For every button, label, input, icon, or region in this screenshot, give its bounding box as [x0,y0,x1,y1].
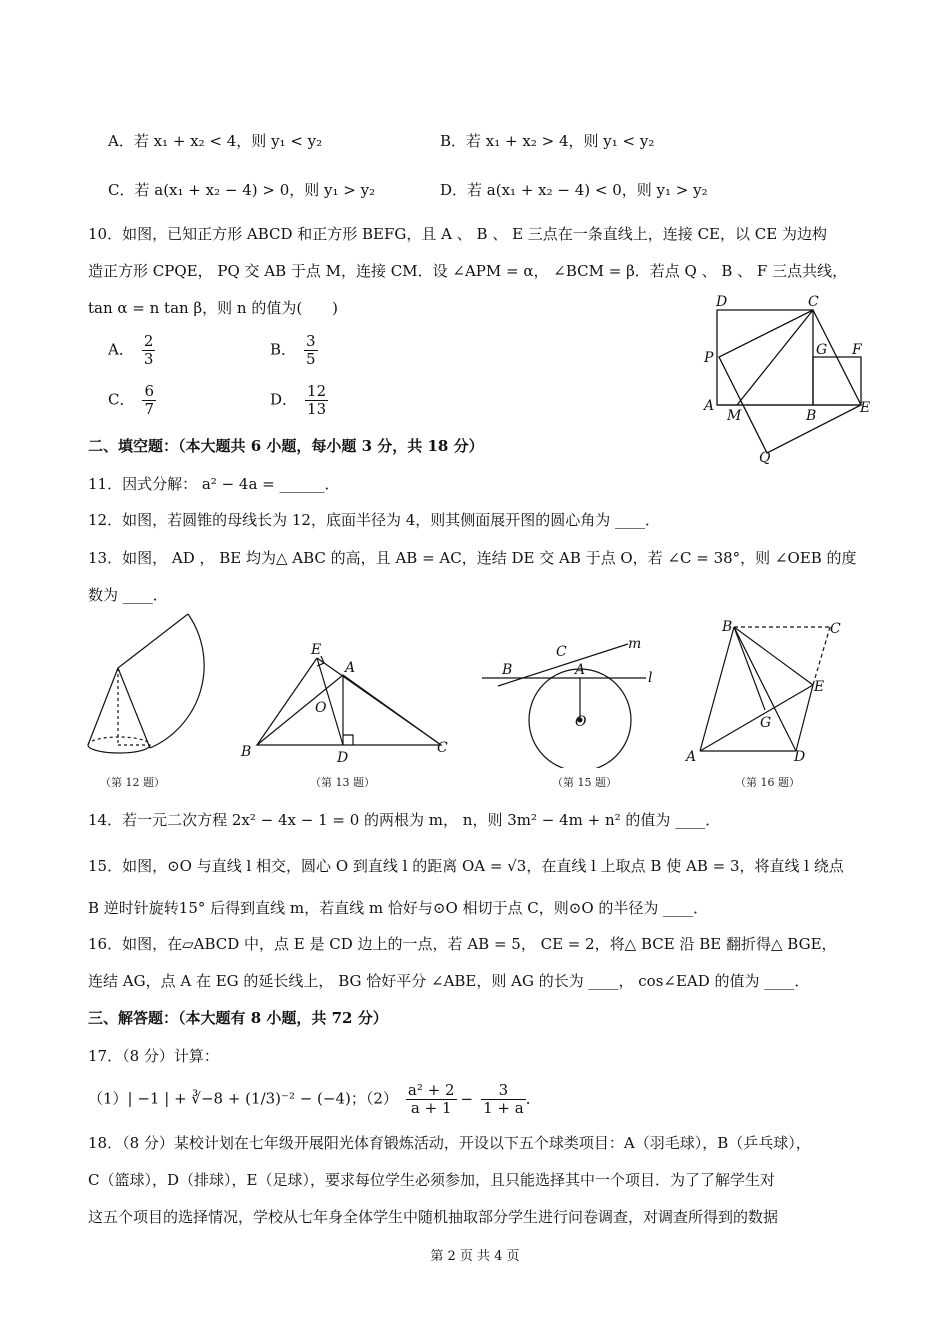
q16-line1: 16．如图，在▱ABCD 中，点 E 是 CD 边上的一点，若 AB = 5， CE = 2，将△ BCE 沿 BE 翻折得△ BGE， [88,935,837,953]
label-C: C [808,294,819,310]
label-B: B [502,662,513,678]
label-A: A [345,660,356,676]
frac2-denominator: 1 + a [483,1099,524,1117]
label-O: O [575,714,587,730]
numerator: 3 [306,332,316,350]
q10-option-b [270,333,318,368]
label-B: B [722,619,733,635]
label-m: m [628,636,642,652]
q10-line2: 造正方形 CPQE， PQ 交 AB 于点 M，连接 CM．设 ∠APM = α， ∠BCM = β．若点 Q 、 B 、 F 三点共线， [88,262,848,280]
q11: 11．因式分解： a² − 4a = ______． [88,475,340,493]
q18-line1: 18．（8 分）某校计划在七年级开展阳光体育锻炼活动，开设以下五个球类项目：A（羽毛球），B（乒乓球）， [88,1134,811,1152]
page-footer: 第 2 页 共 4 页 [430,1249,520,1264]
denominator: 5 [306,350,316,368]
label-E: E [311,642,322,658]
label-D: D [794,749,806,765]
numerator: 2 [143,332,154,350]
q9-option-b: B．若 x₁ + x₂ > 4，则 y₁ < y₂ [440,132,655,150]
label-E: E [860,400,871,416]
fig13-triangle [235,638,455,768]
q15-line2: B 逆时针旋转15° 后得到直线 m，若直线 m 恰好与⊙O 相切于点 C，则⊙O 的半径为 ____． [88,899,709,917]
denominator: 3 [143,350,154,368]
numerator: 12 [307,382,327,400]
q17-title: 17．（8 分）计算： [88,1047,219,1065]
numerator: 6 [144,382,155,400]
label-A: A [704,398,715,414]
label-G: G [816,342,828,358]
denominator: 13 [307,400,327,418]
section3-title: 三、解答题：（本大题有 8 小题，共 72 分） [88,1009,388,1027]
label-M: M [727,408,742,424]
label-O: O [315,700,327,716]
frac1-numerator: a² + 2 [407,1081,455,1099]
frac1-denominator: a + 1 [410,1099,452,1117]
q17-part1: （1）| −1 | + ∛−8 + (1/3)⁻² − (−4)；（2） [88,1089,398,1108]
fig16-caption: （第 16 题） [735,776,800,789]
fig12-cone [80,612,220,762]
q12: 12．如图，若圆锥的母线长为 12，底面半径为 4，则其侧面展开图的圆心角为 ____． [88,511,661,529]
label-B: B [241,744,252,760]
option-label: C． [108,390,135,409]
option-label: D． [270,390,298,409]
q10-line1: 10．如图，已知正方形 ABCD 和正方形 BEFG，且 A 、 B 、 E 三点在一条直线上，连接 CE，以 CE 为边构 [88,225,827,243]
label-D: D [337,750,349,766]
label-C: C [830,621,841,637]
label-C: C [556,644,567,660]
label-D: D [716,294,728,310]
label-P: P [704,350,714,366]
section2-title: 二、填空题：（本大题共 6 小题，每小题 3 分，共 18 分） [88,437,484,455]
q13-line2: 数为 ____． [88,586,168,604]
option-label: A． [108,340,134,359]
label-l: l [648,670,653,686]
label-G: G [760,715,772,731]
q13-line1: 13．如图， AD ， BE 均为△ ABC 的高，且 AB = AC，连结 DE 交 AB 于点 O，若 ∠C = 38°，则 ∠OEB 的度 [88,549,857,567]
q16-line2: 连结 AG，点 A 在 EG 的延长线上， BG 恰好平分 ∠ABE，则 AG 的长为 ____， cos∠EAD 的值为 ____． [88,972,810,990]
label-B: B [806,408,817,424]
q10-option-d [270,383,328,418]
label-A: A [686,749,697,765]
q10-option-c [108,383,156,418]
fig15-caption: （第 15 题） [552,776,617,789]
fig16-parallelogram [680,615,850,765]
q15-line1: 15．如图，⊙O 与直线 l 相交，圆心 O 到直线 l 的距离 OA = √3，在直线 l 上取点 B 使 AB = 3，将直线 l 绕点 [88,857,844,875]
label-Q: Q [759,450,771,465]
q14: 14．若一元二次方程 2x² − 4x − 1 = 0 的两根为 m， n，则 3m² − 4m + n² 的值为 ____． [88,811,721,829]
q17-expression [88,1082,541,1117]
q18-line2: C（篮球），D（排球），E（足球），要求每位学生必须参加，且只能选择其中一个项目．为了了解学生对 [88,1171,775,1189]
fig13-caption: （第 13 题） [310,776,375,789]
label-A: A [575,662,586,678]
minus-sign: − [460,1089,474,1108]
label-C: C [437,740,448,756]
q10-option-a [108,333,155,368]
q9-option-a: A．若 x₁ + x₂ < 4，则 y₁ < y₂ [108,132,323,150]
option-label: B． [270,340,297,359]
frac2-numerator: 3 [481,1082,526,1100]
denominator: 7 [144,400,155,418]
label-F: F [852,342,862,358]
fig12-caption: （第 12 题） [100,776,165,789]
q10-figure [700,290,880,465]
q18-line3: 这五个项目的选择情况，学校从七年身全体学生中随机抽取部分学生进行问卷调查，对调查所得到的数据 [88,1208,779,1226]
q10-line3: tan α = n tan β，则 n 的值为( ) [88,299,339,317]
q9-option-d: D．若 a(x₁ + x₂ − 4) < 0，则 y₁ > y₂ [440,181,708,199]
q9-option-c: C．若 a(x₁ + x₂ − 4) > 0，则 y₁ > y₂ [108,181,376,199]
end-mark: ． [525,1089,541,1108]
fig15-circle [478,628,663,768]
label-E: E [814,679,825,695]
